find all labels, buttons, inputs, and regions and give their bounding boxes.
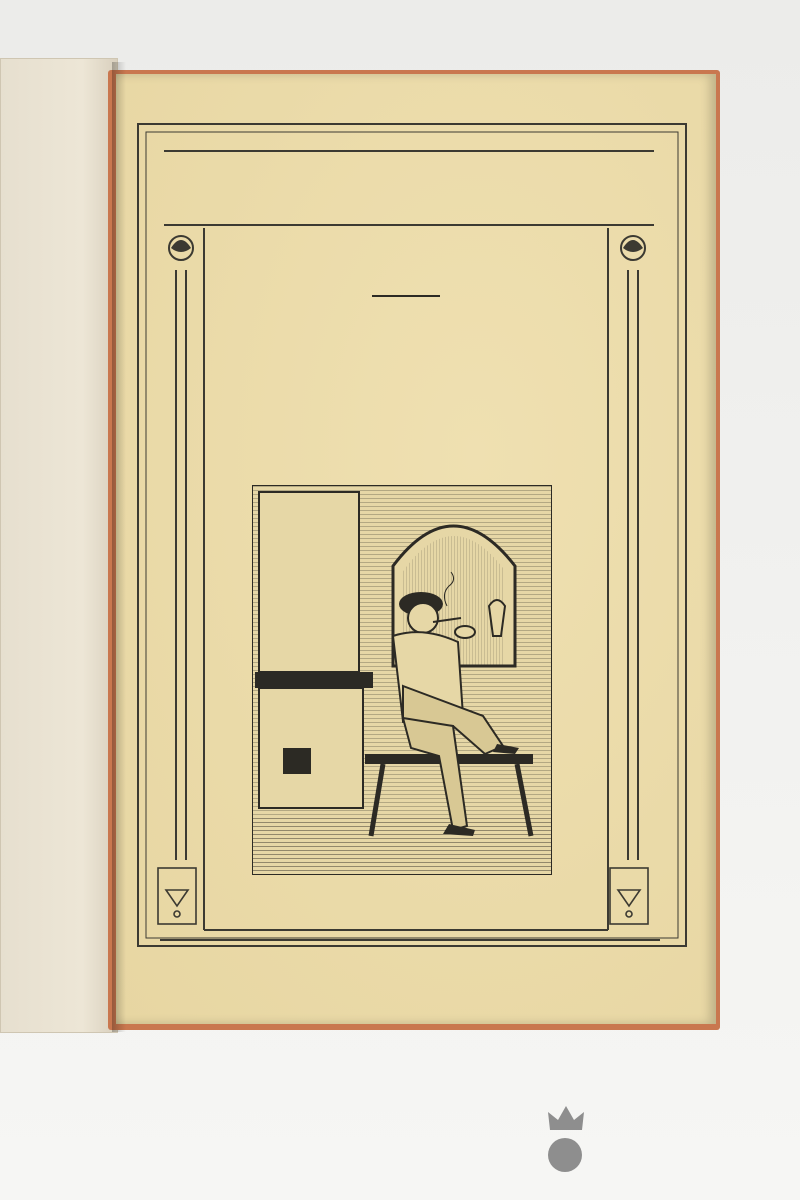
- publisher-box: [164, 150, 654, 226]
- fleur-ornament-icon: [169, 236, 645, 260]
- watermark-logo-circle: [546, 1136, 584, 1174]
- crown-icon: [546, 1104, 586, 1134]
- engraving-illustration: [252, 485, 552, 875]
- emblem-icon: [158, 868, 648, 924]
- title-rule: [372, 295, 440, 297]
